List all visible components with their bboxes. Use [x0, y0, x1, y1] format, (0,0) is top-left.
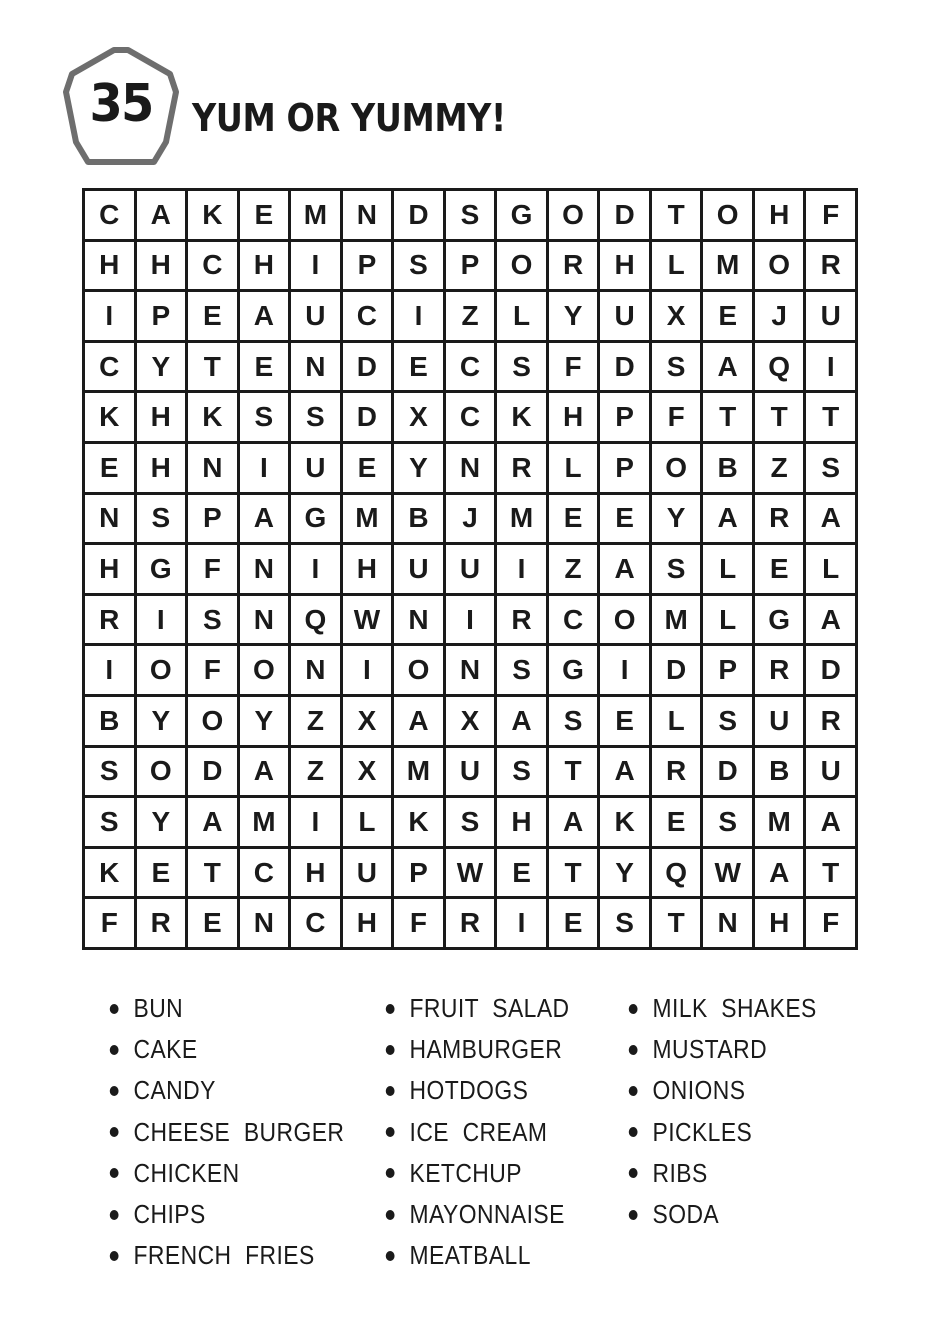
grid-cell[interactable]: L — [497, 292, 546, 340]
grid-cell[interactable]: R — [497, 444, 546, 492]
grid-cell[interactable]: U — [806, 748, 855, 796]
word-label: CHICKEN — [133, 1157, 240, 1188]
puzzle-header — [62, 44, 662, 174]
grid-cell[interactable]: M — [343, 495, 392, 543]
grid-cell[interactable]: E — [703, 292, 752, 340]
grid-cell[interactable]: U — [446, 545, 495, 593]
grid-cell[interactable]: N — [291, 343, 340, 391]
grid-cell[interactable]: J — [446, 495, 495, 543]
grid-cell[interactable]: T — [806, 849, 855, 897]
grid-cell[interactable]: H — [85, 242, 134, 290]
grid-cell[interactable]: S — [240, 393, 289, 441]
grid-cell[interactable]: A — [188, 798, 237, 846]
grid-cell[interactable]: S — [85, 748, 134, 796]
grid-cell[interactable]: I — [806, 343, 855, 391]
grid-cell[interactable]: O — [755, 242, 804, 290]
grid-cell[interactable]: G — [755, 596, 804, 644]
word-label: MEATBALL — [409, 1240, 531, 1271]
grid-cell[interactable]: L — [549, 444, 598, 492]
grid-cell[interactable]: K — [497, 393, 546, 441]
grid-cell[interactable]: P — [188, 495, 237, 543]
word-label: FRENCH FRIES — [133, 1240, 315, 1271]
word-label: MAYONNAISE — [409, 1199, 565, 1230]
bullet-icon — [629, 1127, 638, 1137]
grid-cell[interactable]: T — [652, 191, 701, 239]
grid-cell[interactable]: P — [343, 242, 392, 290]
grid-cell[interactable]: B — [394, 495, 443, 543]
grid-cell[interactable]: K — [85, 393, 134, 441]
grid-cell[interactable]: W — [446, 849, 495, 897]
bullet-icon — [110, 1251, 119, 1261]
grid-cell[interactable]: U — [806, 292, 855, 340]
grid-cell[interactable]: H — [137, 393, 186, 441]
word-list-column-1 — [108, 988, 377, 1276]
grid-cell[interactable]: D — [394, 191, 443, 239]
bullet-icon — [110, 1127, 119, 1137]
grid-cell[interactable]: I — [291, 545, 340, 593]
grid-cell[interactable]: I — [600, 646, 649, 694]
bullet-icon — [110, 1086, 119, 1096]
grid-cell[interactable]: P — [394, 849, 443, 897]
word-label: HAMBURGER — [409, 1034, 563, 1065]
grid-cell[interactable]: H — [343, 899, 392, 947]
grid-cell[interactable]: R — [806, 697, 855, 745]
grid-cell[interactable]: Q — [291, 596, 340, 644]
bullet-icon — [386, 1045, 395, 1055]
grid-cell[interactable]: X — [343, 748, 392, 796]
word-list-item — [384, 1194, 569, 1235]
grid-cell[interactable]: Z — [291, 697, 340, 745]
word-list-item — [108, 1153, 344, 1194]
grid-cell[interactable]: R — [446, 899, 495, 947]
word-label: CHIPS — [133, 1199, 206, 1230]
grid-cell[interactable]: S — [703, 798, 752, 846]
word-list-item — [627, 1153, 817, 1194]
grid-cell[interactable]: Y — [394, 444, 443, 492]
grid-cell[interactable]: E — [240, 191, 289, 239]
word-list-item — [384, 1029, 569, 1070]
grid-cell[interactable]: E — [652, 798, 701, 846]
grid-cell[interactable]: H — [240, 242, 289, 290]
puzzle-number-badge — [62, 44, 180, 174]
word-list-item — [384, 988, 569, 1029]
grid-cell[interactable]: S — [600, 899, 649, 947]
grid-cell[interactable]: A — [240, 748, 289, 796]
word-list-item — [627, 1029, 817, 1070]
bullet-icon — [386, 1004, 395, 1014]
grid-cell[interactable]: O — [652, 444, 701, 492]
grid-cell[interactable]: K — [188, 393, 237, 441]
grid-cell[interactable]: A — [240, 292, 289, 340]
word-label: SODA — [652, 1199, 720, 1230]
grid-cell[interactable]: I — [137, 596, 186, 644]
grid-cell[interactable]: I — [240, 444, 289, 492]
bullet-icon — [110, 1168, 119, 1178]
bullet-icon — [110, 1210, 119, 1220]
grid-cell[interactable]: A — [549, 798, 598, 846]
grid-cell[interactable]: O — [549, 191, 598, 239]
grid-cell[interactable]: H — [600, 242, 649, 290]
grid-cell[interactable]: G — [291, 495, 340, 543]
bullet-icon — [629, 1045, 638, 1055]
word-list-item — [627, 988, 817, 1029]
grid-cell[interactable]: R — [755, 495, 804, 543]
word-label: CAKE — [133, 1034, 198, 1065]
grid-cell[interactable]: X — [446, 697, 495, 745]
page-title: YUM OR YUMMY! — [192, 96, 506, 140]
grid-cell[interactable]: H — [137, 444, 186, 492]
grid-cell[interactable]: Z — [755, 444, 804, 492]
grid-cell[interactable]: S — [446, 191, 495, 239]
grid-cell[interactable]: P — [137, 292, 186, 340]
grid-cell[interactable]: R — [85, 596, 134, 644]
grid-cell[interactable]: O — [497, 242, 546, 290]
grid-cell[interactable]: K — [85, 849, 134, 897]
grid-cell[interactable]: A — [806, 596, 855, 644]
grid-cell[interactable]: O — [600, 596, 649, 644]
word-label: ONIONS — [652, 1075, 746, 1106]
grid-cell[interactable]: S — [291, 393, 340, 441]
word-list-item — [384, 1235, 569, 1276]
grid-cell[interactable]: N — [291, 646, 340, 694]
grid-cell[interactable]: E — [497, 849, 546, 897]
grid-cell[interactable]: I — [291, 242, 340, 290]
grid-cell[interactable]: I — [343, 646, 392, 694]
grid-cell[interactable]: H — [549, 393, 598, 441]
bullet-icon — [110, 1004, 119, 1014]
word-list-item — [627, 1194, 817, 1235]
grid-cell[interactable]: I — [394, 292, 443, 340]
grid-cell[interactable]: S — [85, 798, 134, 846]
word-search-grid[interactable] — [82, 188, 858, 950]
grid-cell[interactable]: S — [497, 343, 546, 391]
bullet-icon — [386, 1127, 395, 1137]
grid-cell[interactable]: A — [394, 697, 443, 745]
word-list-item — [384, 1112, 569, 1153]
word-list-item — [108, 1235, 344, 1276]
grid-cell[interactable]: S — [188, 596, 237, 644]
grid-cell[interactable]: Y — [549, 292, 598, 340]
grid-cell[interactable]: I — [497, 899, 546, 947]
grid-cell[interactable]: X — [343, 697, 392, 745]
grid-cell[interactable]: E — [343, 444, 392, 492]
word-label: MUSTARD — [652, 1034, 768, 1065]
grid-cell[interactable]: S — [446, 798, 495, 846]
grid-cell[interactable]: S — [806, 444, 855, 492]
word-list-column-2 — [384, 988, 595, 1276]
grid-cell[interactable]: U — [600, 292, 649, 340]
grid-cell[interactable]: C — [240, 849, 289, 897]
grid-cell[interactable]: O — [394, 646, 443, 694]
grid-cell[interactable]: D — [600, 191, 649, 239]
word-list-item — [108, 1194, 344, 1235]
grid-cell[interactable]: P — [600, 393, 649, 441]
word-label: FRUIT SALAD — [409, 993, 570, 1024]
word-list-column-3 — [627, 988, 843, 1235]
grid-cell[interactable]: R — [549, 242, 598, 290]
grid-cell[interactable]: Z — [446, 292, 495, 340]
grid-cell[interactable]: T — [755, 393, 804, 441]
word-list-item — [108, 1029, 344, 1070]
grid-cell[interactable]: N — [188, 444, 237, 492]
grid-cell[interactable]: W — [703, 849, 752, 897]
grid-cell[interactable]: I — [497, 545, 546, 593]
grid-cell[interactable]: F — [549, 343, 598, 391]
grid-cell[interactable]: L — [343, 798, 392, 846]
grid-cell[interactable]: N — [446, 444, 495, 492]
grid-cell[interactable]: E — [137, 849, 186, 897]
grid-cell[interactable]: O — [137, 646, 186, 694]
grid-cell[interactable]: F — [188, 646, 237, 694]
grid-cell[interactable]: N — [240, 596, 289, 644]
grid-cell[interactable]: Y — [137, 343, 186, 391]
grid-cell[interactable]: D — [343, 343, 392, 391]
grid-cell[interactable]: A — [806, 798, 855, 846]
grid-cell[interactable]: A — [703, 343, 752, 391]
grid-cell[interactable]: F — [188, 545, 237, 593]
grid-cell[interactable]: G — [497, 191, 546, 239]
grid-cell[interactable]: E — [600, 495, 649, 543]
grid-cell[interactable]: M — [652, 596, 701, 644]
word-label: KETCHUP — [409, 1157, 522, 1188]
word-list-item — [108, 1112, 344, 1153]
grid-cell[interactable]: E — [549, 495, 598, 543]
bullet-icon — [386, 1086, 395, 1096]
grid-cell[interactable]: E — [188, 899, 237, 947]
grid-cell[interactable]: I — [446, 596, 495, 644]
grid-cell[interactable]: R — [652, 748, 701, 796]
grid-cell[interactable]: A — [600, 748, 649, 796]
grid-cell[interactable]: M — [755, 798, 804, 846]
grid-cell[interactable]: B — [703, 444, 752, 492]
grid-cell[interactable]: S — [652, 343, 701, 391]
grid-cell[interactable]: Z — [291, 748, 340, 796]
grid-cell[interactable]: S — [394, 242, 443, 290]
grid-cell[interactable]: F — [652, 393, 701, 441]
grid-cell[interactable]: E — [549, 899, 598, 947]
grid-cell[interactable]: F — [394, 899, 443, 947]
grid-cell[interactable]: H — [291, 849, 340, 897]
grid-cell[interactable]: D — [703, 748, 752, 796]
grid-cell[interactable]: L — [652, 242, 701, 290]
grid-cell[interactable]: G — [137, 545, 186, 593]
grid-cell[interactable]: N — [240, 899, 289, 947]
grid-cell[interactable]: E — [85, 444, 134, 492]
grid-cell[interactable]: X — [394, 393, 443, 441]
grid-cell[interactable]: D — [652, 646, 701, 694]
grid-cell[interactable]: Z — [549, 545, 598, 593]
grid-cell[interactable]: N — [85, 495, 134, 543]
grid-cell[interactable]: C — [85, 191, 134, 239]
grid-cell[interactable]: E — [394, 343, 443, 391]
grid-cell[interactable]: L — [703, 545, 752, 593]
grid-cell[interactable]: S — [652, 545, 701, 593]
grid-cell[interactable]: P — [703, 646, 752, 694]
grid-cell[interactable]: D — [600, 343, 649, 391]
grid-cell[interactable]: E — [240, 343, 289, 391]
puzzle-number: 35 — [89, 74, 153, 134]
grid-cell[interactable]: H — [755, 191, 804, 239]
grid-cell[interactable]: R — [806, 242, 855, 290]
grid-cell[interactable]: S — [497, 646, 546, 694]
grid-cell[interactable]: I — [85, 292, 134, 340]
grid-cell[interactable]: T — [188, 343, 237, 391]
grid-cell[interactable]: P — [600, 444, 649, 492]
grid-cell[interactable]: C — [549, 596, 598, 644]
grid-cell[interactable]: U — [394, 545, 443, 593]
grid-cell[interactable]: A — [600, 545, 649, 593]
grid-cell[interactable]: W — [343, 596, 392, 644]
grid-cell[interactable]: H — [755, 899, 804, 947]
bullet-icon — [629, 1210, 638, 1220]
grid-cell[interactable]: F — [806, 899, 855, 947]
bullet-icon — [386, 1251, 395, 1261]
grid-cell[interactable]: T — [188, 849, 237, 897]
grid-cell[interactable]: A — [497, 697, 546, 745]
grid-cell[interactable]: Y — [137, 798, 186, 846]
word-label: MILK SHAKES — [652, 993, 817, 1024]
grid-cell[interactable]: B — [755, 748, 804, 796]
grid-cell[interactable]: M — [240, 798, 289, 846]
grid-cell[interactable]: N — [703, 899, 752, 947]
word-list-item — [384, 1153, 569, 1194]
grid-cell[interactable]: U — [755, 697, 804, 745]
grid-cell[interactable]: Y — [600, 849, 649, 897]
grid-cell[interactable]: Y — [652, 495, 701, 543]
grid-cell[interactable]: H — [343, 545, 392, 593]
word-list-item — [384, 1070, 569, 1111]
grid-cell[interactable]: M — [291, 191, 340, 239]
grid-cell[interactable]: Y — [137, 697, 186, 745]
grid-cell[interactable]: C — [291, 899, 340, 947]
grid-cell[interactable]: O — [240, 646, 289, 694]
grid-cell[interactable]: A — [755, 849, 804, 897]
grid-cell[interactable]: J — [755, 292, 804, 340]
word-label: BUN — [133, 993, 184, 1024]
word-list-item — [108, 988, 344, 1029]
grid-cell[interactable]: C — [343, 292, 392, 340]
word-list-item — [627, 1112, 817, 1153]
grid-cell[interactable]: N — [343, 191, 392, 239]
grid-cell[interactable]: A — [703, 495, 752, 543]
grid-cell[interactable]: E — [188, 292, 237, 340]
grid-cell[interactable]: K — [188, 191, 237, 239]
grid-cell[interactable]: F — [85, 899, 134, 947]
word-list — [0, 988, 940, 1288]
grid-cell[interactable]: U — [446, 748, 495, 796]
word-label: HOTDOGS — [409, 1075, 529, 1106]
grid-cell[interactable]: S — [137, 495, 186, 543]
grid-cell[interactable]: H — [85, 545, 134, 593]
grid-cell[interactable]: X — [652, 292, 701, 340]
grid-cell[interactable]: S — [497, 748, 546, 796]
grid-cell[interactable]: H — [137, 242, 186, 290]
word-label: CANDY — [133, 1075, 216, 1106]
bullet-icon — [386, 1168, 395, 1178]
grid-cell[interactable]: B — [85, 697, 134, 745]
grid-cell[interactable]: U — [291, 292, 340, 340]
grid-cell[interactable]: T — [652, 899, 701, 947]
grid-cell[interactable]: T — [806, 393, 855, 441]
bullet-icon — [629, 1168, 638, 1178]
grid-cell[interactable]: R — [137, 899, 186, 947]
grid-cell[interactable]: Y — [240, 697, 289, 745]
grid-cell[interactable]: E — [600, 697, 649, 745]
grid-cell[interactable]: T — [703, 393, 752, 441]
grid-cell[interactable]: N — [240, 545, 289, 593]
grid-cell[interactable]: U — [343, 849, 392, 897]
grid-cell[interactable]: M — [394, 748, 443, 796]
bullet-icon — [386, 1210, 395, 1220]
grid-cell[interactable]: C — [446, 393, 495, 441]
bullet-icon — [629, 1004, 638, 1014]
grid-cell[interactable]: L — [703, 596, 752, 644]
grid-cell[interactable]: M — [703, 242, 752, 290]
grid-cell[interactable]: N — [446, 646, 495, 694]
grid-cell[interactable]: I — [85, 646, 134, 694]
grid-cell[interactable]: A — [806, 495, 855, 543]
word-list-item — [627, 1070, 817, 1111]
grid-cell[interactable]: L — [806, 545, 855, 593]
grid-cell[interactable]: S — [549, 697, 598, 745]
grid-cell[interactable]: C — [446, 343, 495, 391]
bullet-icon — [110, 1045, 119, 1055]
grid-cell[interactable]: F — [806, 191, 855, 239]
grid-cell[interactable]: N — [394, 596, 443, 644]
grid-cell[interactable]: Q — [652, 849, 701, 897]
grid-cell[interactable]: D — [188, 748, 237, 796]
word-label: ICE CREAM — [409, 1116, 548, 1147]
grid-cell[interactable]: A — [137, 191, 186, 239]
grid-cell[interactable]: S — [703, 697, 752, 745]
bullet-icon — [629, 1086, 638, 1096]
grid-cell[interactable]: R — [497, 596, 546, 644]
grid-cell[interactable]: M — [497, 495, 546, 543]
grid-cell[interactable]: L — [652, 697, 701, 745]
grid-cell[interactable]: K — [600, 798, 649, 846]
grid-cell[interactable]: O — [137, 748, 186, 796]
grid-cell[interactable]: T — [549, 748, 598, 796]
grid-cell[interactable]: D — [343, 393, 392, 441]
word-list-item — [108, 1070, 344, 1111]
grid-cell[interactable]: E — [755, 545, 804, 593]
grid-cell[interactable]: G — [549, 646, 598, 694]
grid-cell[interactable]: C — [85, 343, 134, 391]
word-label: RIBS — [652, 1157, 708, 1188]
grid-cell[interactable]: O — [703, 191, 752, 239]
grid-cell[interactable]: I — [291, 798, 340, 846]
grid-cell[interactable]: P — [446, 242, 495, 290]
grid-cell[interactable]: Q — [755, 343, 804, 391]
grid-cell[interactable]: D — [806, 646, 855, 694]
grid-cell[interactable]: U — [291, 444, 340, 492]
grid-cell[interactable]: O — [188, 697, 237, 745]
grid-cell[interactable]: R — [755, 646, 804, 694]
word-label: PICKLES — [652, 1116, 753, 1147]
word-label: CHEESE BURGER — [133, 1116, 345, 1147]
grid-cell[interactable]: C — [188, 242, 237, 290]
grid-cell[interactable]: H — [497, 798, 546, 846]
grid-cell[interactable]: K — [394, 798, 443, 846]
grid-cell[interactable]: A — [240, 495, 289, 543]
grid-cell[interactable]: T — [549, 849, 598, 897]
